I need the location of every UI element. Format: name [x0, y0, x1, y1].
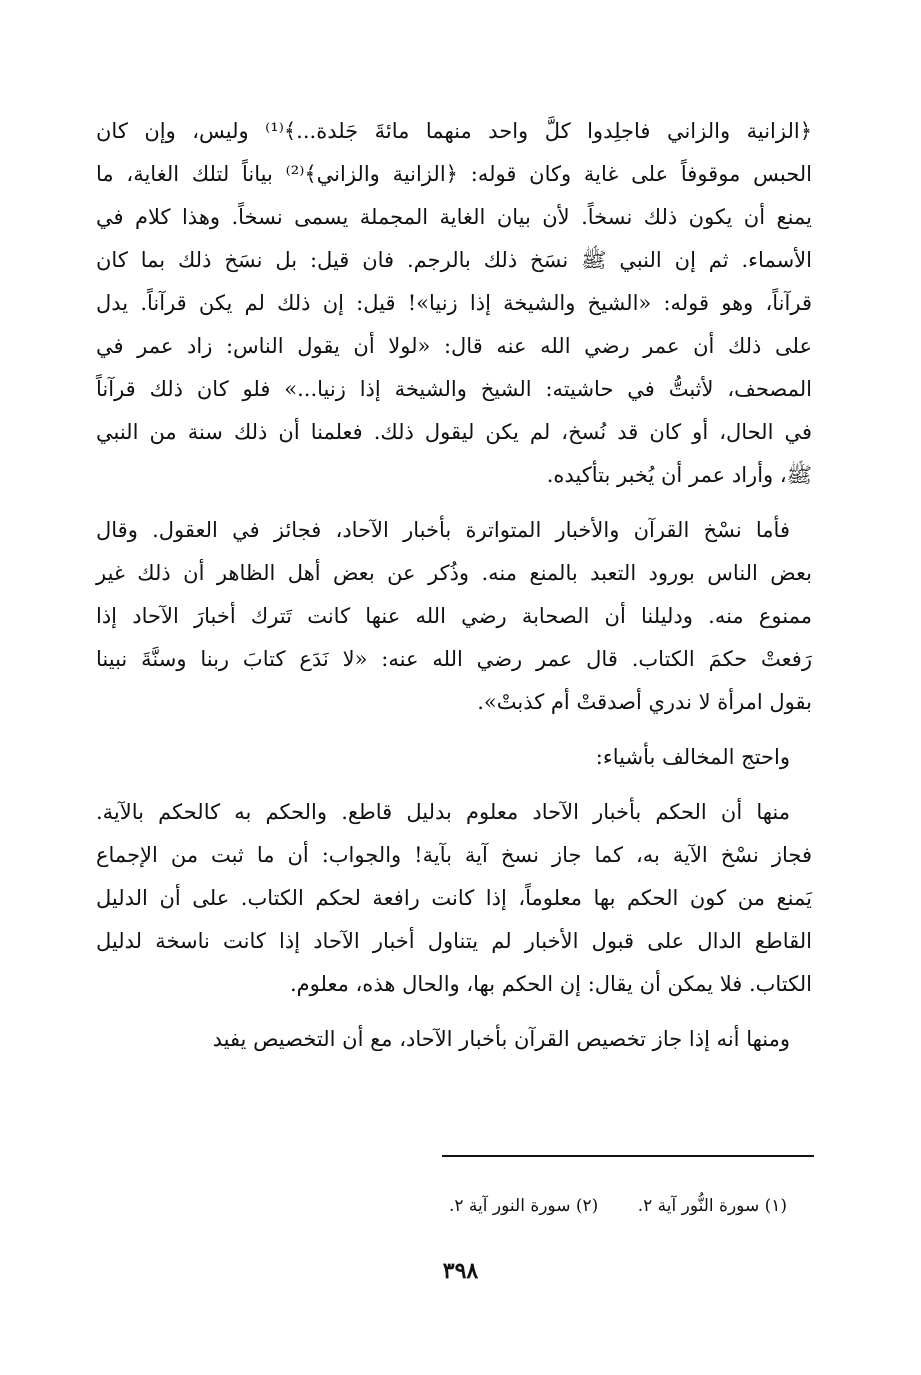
text-line: رَفعتْ حكمَ الكتاب. قال عمر رضي الله عنه: «لا نَدَع كتابَ ربنا وسنَّةَ نبينا	[96, 647, 812, 671]
main-text	[96, 110, 812, 1073]
footnote-separator	[442, 1155, 814, 1157]
text-line: ممنوع منه. ودليلنا أن الصحابة رضي الله عنها كانت تَترك أخبارَ الآحاد إذا	[96, 604, 812, 628]
text-line: منها أن الحكم بأخبار الآحاد معلوم بدليل قاطع. والحكم به كالحكم بالآية.	[96, 800, 790, 824]
text-line: بقول امرأة لا ندري أصدقتْ أم كذبتْ».	[477, 690, 812, 714]
paragraph-5	[96, 1018, 812, 1061]
footnote-2: (٢) سورة النور آية ٢.	[448, 1196, 599, 1216]
footnote-1: (١) سورة النُّور آية ٢.	[637, 1196, 787, 1216]
text-line: قرآناً، وهو قوله: «الشيخ والشيخة إذا زنيا»! قيل: إن ذلك لم يكن قرآناً. يدل	[96, 291, 812, 315]
paragraph-1	[96, 110, 812, 497]
paragraph-2	[96, 509, 812, 724]
text-line: الحبس موقوفاً على غاية وكان قوله: ﴿الزانية والزاني﴾⁽²⁾ بياناً لتلك الغاية، ما	[96, 162, 812, 186]
text-line: على ذلك أن عمر رضي الله عنه قال: «لولا أن يقول الناس: زاد عمر في	[96, 334, 812, 358]
text-line: ﷺ، وأراد عمر أن يُخبر بتأكيده.	[546, 463, 812, 487]
page-number: ٣٩٨	[442, 1258, 479, 1284]
text-line: القاطع الدال على قبول الأخبار لم يتناول أخبار الآحاد إذا كانت ناسخة لدليل	[96, 929, 812, 953]
text-line: واحتج المخالف بأشياء:	[595, 745, 790, 769]
text-line: الأسماء. ثم إن النبي ﷺ نسَخ ذلك بالرجم. فان قيل: بل نسَخ ذلك بما كان	[96, 248, 812, 272]
footnotes	[415, 1196, 787, 1216]
text-line: فجاز نسْخ الآية به، كما جاز نسخ آية بآية! والجواب: أن ما ثبت من الإجماع	[96, 843, 812, 867]
paragraph-4	[96, 791, 812, 1006]
paragraph-3	[96, 736, 812, 779]
text-line: يَمنع من كون الحكم بها معلوماً، إذا كانت رافعة لحكم الكتاب. على أن الدليل	[96, 886, 812, 910]
text-line: المصحف، لأثبتُّ في حاشيته: الشيخ والشيخة إذا زنيا...» فلو كان ذلك قرآناً	[96, 377, 812, 401]
text-line: فأما نسْخ القرآن والأخبار المتواترة بأخبار الآحاد، فجائز في العقول. وقال	[96, 518, 790, 542]
text-line: بعض الناس بورود التعبد بالمنع منه. وذُكر عن بعض أهل الظاهر أن ذلك غير	[96, 561, 812, 585]
text-line: الكتاب. فلا يمكن أن يقال: إن الحكم بها، والحال هذه، معلوم.	[290, 972, 812, 996]
text-line: يمنع أن يكون ذلك نسخاً. لأن بيان الغاية المجملة يسمى نسخاً. وهذا كلام في	[96, 205, 812, 229]
text-line: في الحال، أو كان قد نُسخ، لم يكن ليقول ذلك. فعلمنا أن ذلك سنة من النبي	[96, 420, 812, 444]
text-line: ﴿الزانية والزاني فاجلِدوا كلَّ واحد منهما مائةَ جَلدة...﴾⁽¹⁾ وليس، وإن كان	[96, 119, 812, 143]
text-line: ومنها أنه إذا جاز تخصيص القرآن بأخبار الآحاد، مع أن التخصيص يفيد	[212, 1027, 790, 1051]
